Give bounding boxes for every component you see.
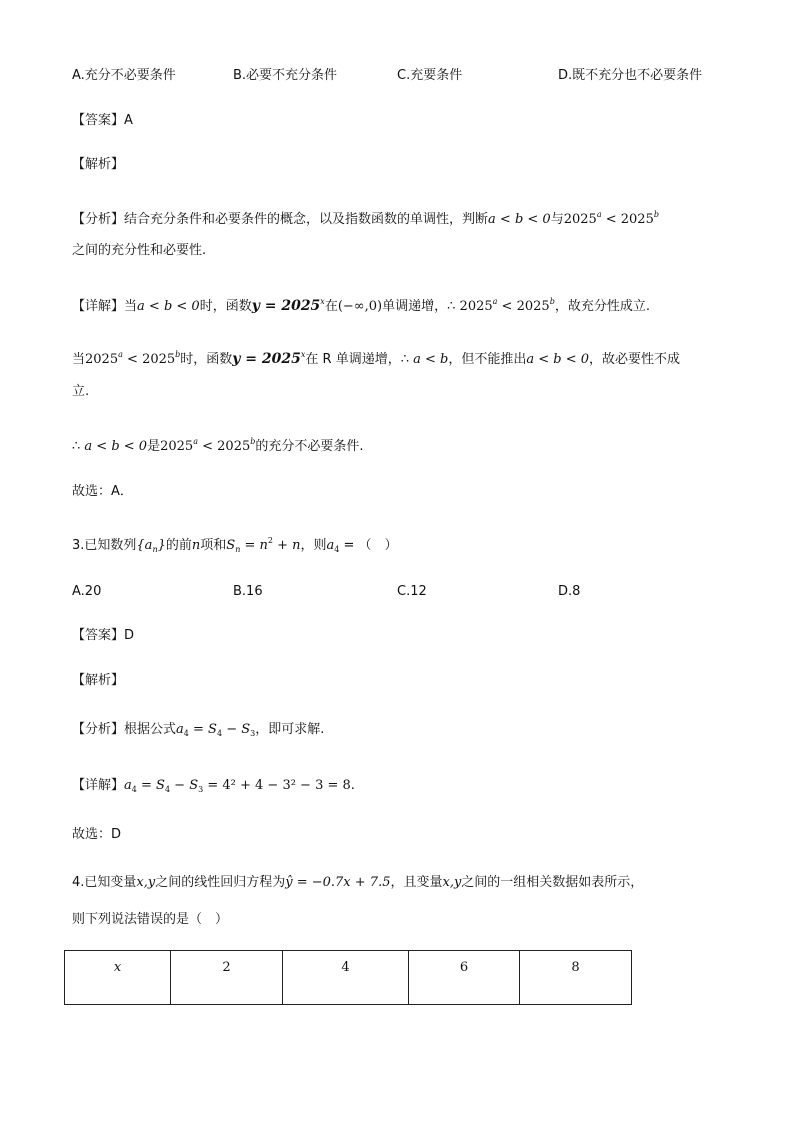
fenxi-text: 结合充分条件和必要条件的概念，以及指数函数的单调性，判断 — [124, 212, 489, 227]
question-3 — [72, 532, 398, 559]
question-4-line-1 — [72, 874, 643, 892]
option-c: C.充要条件 — [397, 68, 463, 83]
ineq-right-exp: b — [175, 350, 181, 359]
table-cell: 4 — [283, 951, 409, 1005]
a4-sub: 4 — [183, 729, 189, 738]
q3-mid2: 项和 — [200, 538, 227, 553]
condition-math: a < b < 0 — [488, 212, 551, 227]
function-exp: x — [320, 297, 325, 306]
q3-prefix: 3.已知数列 — [72, 538, 137, 553]
xiangjie-tag: 【详解】 — [72, 299, 125, 314]
q3-option-d: D.8 — [558, 584, 581, 599]
then-text: ，则 — [300, 538, 327, 553]
a4-sub: 4 — [334, 545, 340, 554]
q3-fenxi-line: 【分析】根据公式$a_4 = S_4 - S_3$，即可求解. — [72, 722, 325, 738]
period: . — [350, 778, 355, 793]
seq-close: } — [157, 538, 166, 553]
ineq-left-exp: a — [492, 297, 498, 306]
ineq-lt: < — [122, 352, 143, 367]
zai-text: 在 — [324, 299, 338, 314]
ineq-lt: < — [601, 212, 621, 227]
question-4-line-2: 则下列说法错误的是（ ） — [72, 912, 229, 927]
ineq-right-base: 2025 — [217, 439, 251, 454]
ineq-right-base: 2025 — [516, 299, 550, 314]
sq-exp: 2 — [267, 536, 273, 545]
ineq-left-base: 2025 — [85, 352, 119, 367]
ab-math: a < b — [413, 352, 449, 367]
ineq-lt: < — [497, 299, 517, 314]
analysis-label-q3: 【解析】 — [72, 673, 125, 688]
conclusion-tail: 的充分不必要条件. — [255, 439, 364, 454]
ineq-right-exp: b — [549, 297, 555, 306]
xy-vars: x,y — [136, 875, 156, 890]
ineq-right-exp: b — [653, 210, 659, 219]
eq-n: = n — [240, 538, 268, 553]
table-cell: 8 — [520, 951, 632, 1005]
therefore-symbol: ∴ — [400, 352, 409, 367]
xiangjie-line-1 — [72, 293, 650, 316]
therefore-symbol: ∴ — [447, 299, 456, 314]
seq-open: {a — [136, 538, 153, 553]
choice-q3: 故选：D — [72, 827, 122, 842]
analysis-label-q2: 【解析】 — [72, 157, 125, 172]
necessity-wrap: 立. — [72, 384, 90, 399]
table-cell: 6 — [409, 951, 520, 1005]
ineq-left-exp: a — [596, 210, 602, 219]
condition-math: a < b < 0 — [137, 299, 200, 314]
answer-q2: 【答案】A — [72, 113, 133, 128]
zai-r-text: 在 R 单调递增， — [305, 352, 401, 367]
condition-math: a < b < 0 — [84, 439, 148, 454]
q3-xiangjie-line: 【详解】$a_4 = S_4 - S_3 = 4^2 + 4 - 3^2 - 3 = 8$. — [72, 778, 355, 794]
q3-option-b: B.16 — [233, 584, 263, 599]
ineq-left-base: 2025 — [459, 299, 493, 314]
shi-hanshu-text: 时，函数 — [199, 299, 252, 314]
q3-mid: 的前 — [165, 538, 192, 553]
ineq-right-base: 2025 — [142, 352, 176, 367]
blank-text: = （ ） — [339, 538, 398, 553]
ineq-right-base: 2025 — [620, 212, 654, 227]
xy-vars: x,y — [442, 875, 462, 890]
fenxi-tag: 【分析】 — [72, 212, 125, 227]
conclusion-line — [72, 433, 364, 456]
a4-sub: 4 — [131, 785, 137, 794]
plus-n: + n — [272, 538, 301, 553]
seq-sub: n — [152, 545, 158, 554]
function-y: y = 2025 — [251, 298, 321, 314]
data-table — [64, 950, 632, 1005]
dandiao-text: 单调递增， — [382, 299, 448, 314]
s-var: S — [226, 538, 236, 553]
fenxi-line-1 — [72, 206, 659, 229]
calc-math: = 4² + 4 − 3² − 3 = 8 — [203, 778, 351, 793]
choice-q2: 故选：A． — [72, 484, 133, 499]
answer-q3: 【答案】D — [72, 628, 135, 643]
option-d: D.既不充分也不必要条件 — [558, 68, 703, 83]
q4-mid: 之间的线性回归方程为 — [155, 875, 286, 890]
option-a: A.充分不必要条件 — [72, 68, 176, 83]
function-y: y = 2025 — [232, 351, 301, 367]
ineq-left-base: 2025 — [563, 212, 597, 227]
sufficiency-text: ，故充分性成立. — [554, 299, 650, 314]
dang-text: 当 — [124, 299, 138, 314]
q4-end: 之间的一组相关数据如表所示， — [461, 875, 644, 890]
function-exp: x — [300, 350, 306, 359]
condition-math: a < b < 0 — [526, 352, 590, 367]
n-var: n — [191, 538, 201, 553]
regression-equation: ŷ = −0.7x + 7.5 — [285, 875, 391, 890]
a4-var: a — [124, 778, 132, 793]
necessity-line — [72, 346, 680, 369]
option-b: B.必要不充分条件 — [233, 68, 338, 83]
interval-math: (−∞,0) — [337, 299, 383, 314]
table-row — [65, 951, 632, 1005]
q3-option-a: A.20 — [72, 584, 102, 599]
ineq-right-exp: b — [250, 437, 256, 446]
table-header-x: x — [65, 951, 171, 1005]
formula-tail: ，即可求解. — [255, 722, 325, 737]
q3-option-c: C.12 — [397, 584, 427, 599]
q4-tail: ，且变量 — [390, 875, 443, 890]
necessity-tail: ，故必要性不成 — [589, 352, 681, 367]
ineq-left-exp: a — [193, 437, 198, 446]
shi-hanshu-text: 时，函数 — [180, 352, 233, 367]
a4-var: a — [176, 722, 184, 737]
shi-text: 是 — [147, 439, 161, 454]
yu-text: 与 — [550, 212, 564, 227]
a4-var: a — [326, 538, 335, 553]
fenxi-text: 根据公式 — [124, 722, 177, 737]
table-cell: 2 — [171, 951, 283, 1005]
xiangjie-tag: 【详解】 — [72, 778, 125, 793]
dang-text: 当 — [72, 352, 86, 367]
ineq-left-exp: a — [118, 350, 123, 359]
q4-prefix: 4.已知变量 — [72, 875, 137, 890]
fenxi-line-2: 之间的充分性和必要性. — [72, 243, 207, 258]
fenxi-tag: 【分析】 — [72, 722, 125, 737]
but-text: ，但不能推出 — [448, 352, 527, 367]
s-sub: n — [235, 545, 241, 554]
therefore-symbol: ∴ — [72, 439, 81, 454]
ineq-lt: < — [197, 439, 218, 454]
ineq-left-base: 2025 — [160, 439, 194, 454]
